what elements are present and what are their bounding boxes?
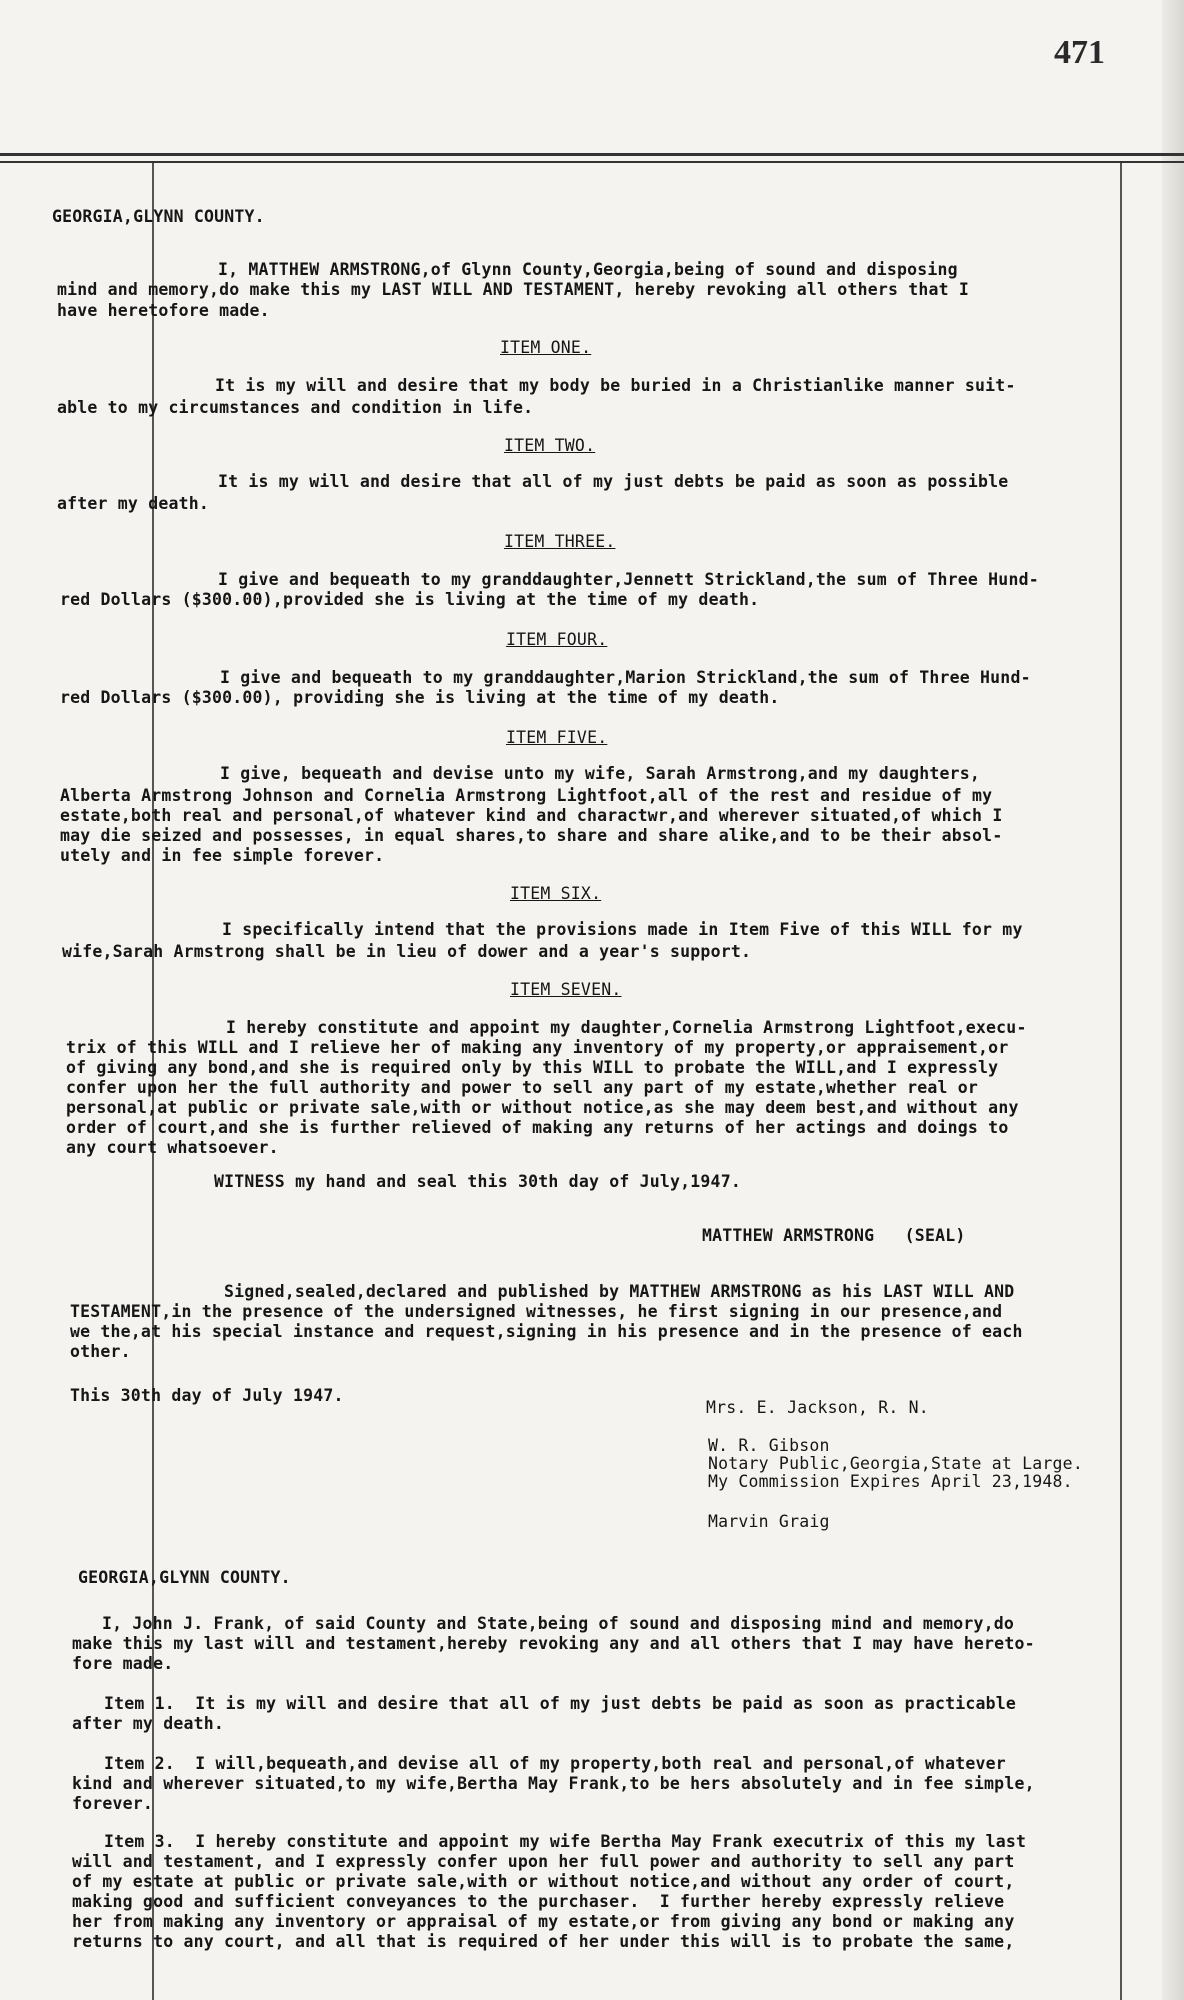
- will1-item7-line: I hereby constitute and appoint my daughter,Cornelia Armstrong Lightfoot,execu-: [226, 1018, 1027, 1037]
- will1-item7-line: order of court,and she is further relieved of making any returns of her actings and doings to: [66, 1118, 1009, 1137]
- top-rule: [0, 153, 1184, 156]
- will1-item1-line: It is my will and desire that my body be buried in a Christianlike manner suit-: [215, 376, 1016, 395]
- will1-item5-line: may die seized and possesses, in equal shares,to share and share alike,and to be their absol-: [60, 826, 1003, 845]
- will2-item1-line: Item 1. It is my will and desire that all of my just debts be paid as soon as practicable: [104, 1694, 1017, 1713]
- will1-item5-line: estate,both real and personal,of whatever kind and charactwr,and wherever situated,of which I: [60, 806, 1003, 825]
- will2-intro-line: I, John J. Frank, of said County and State,being of sound and disposing mind and memory,do: [102, 1614, 1015, 1633]
- will2-intro-line: make this my last will and testament,hereby revoking any and all others that I may have hereto-: [72, 1634, 1035, 1653]
- will1-item5-heading: ITEM FIVE.: [506, 728, 608, 747]
- will1-item7-line: confer upon her the full authority and power to sell any part of my estate,whether real or: [66, 1078, 979, 1097]
- will2-intro-line: fore made.: [72, 1654, 174, 1673]
- will1-item4-line: red Dollars ($300.00), providing she is living at the time of my death.: [60, 688, 780, 707]
- will1-intro-line: mind and memory,do make this my LAST WILL AND TESTAMENT, hereby revoking all others that I: [57, 280, 970, 299]
- will1-item5-line: Alberta Armstrong Johnson and Cornelia Armstrong Lightfoot,all of the rest and residue of my: [60, 786, 993, 805]
- will1-witness-name: W. R. Gibson: [708, 1436, 830, 1455]
- will1-attestation-line: other.: [70, 1342, 131, 1361]
- will2-item3-line: making good and sufficient conveyances to the purchaser. I further hereby expressly relieve: [72, 1892, 1005, 1911]
- will1-attestation-line: Signed,sealed,declared and published by MATTHEW ARMSTRONG as his LAST WILL AND: [224, 1282, 1015, 1301]
- will1-item3-heading: ITEM THREE.: [504, 532, 616, 551]
- top-rule-inner: [0, 161, 1184, 163]
- will2-item2-line: Item 2. I will,bequeath,and devise all of my property,both real and personal,of whatever: [104, 1754, 1006, 1773]
- will2-header: GEORGIA,GLYNN COUNTY.: [78, 1568, 291, 1587]
- will1-item7-line: personal,at public or private sale,with or without notice,as she may deem best,and without any: [66, 1098, 1019, 1117]
- will1-item5-line: utely and in fee simple forever.: [60, 846, 385, 865]
- will1-item2-heading: ITEM TWO.: [504, 436, 596, 455]
- will1-item7-heading: ITEM SEVEN.: [510, 980, 622, 999]
- will1-item1-heading: ITEM ONE.: [500, 338, 592, 357]
- will1-witness-line: WITNESS my hand and seal this 30th day of July,1947.: [214, 1172, 741, 1191]
- will1-signature: MATTHEW ARMSTRONG (SEAL): [702, 1226, 966, 1245]
- will1-commission-line: My Commission Expires April 23,1948.: [708, 1472, 1073, 1491]
- will1-item7-line: trix of this WILL and I relieve her of making any inventory of my property,or appraisement,or: [66, 1038, 1009, 1057]
- will1-item6-line: wife,Sarah Armstrong shall be in lieu of dower and a year's support.: [62, 942, 752, 961]
- will1-item7-line: of giving any bond,and she is required only by this WILL to probate the WILL,and I expressly: [66, 1058, 999, 1077]
- will1-item2-line: It is my will and desire that all of my just debts be paid as soon as possible: [218, 472, 1009, 491]
- will1-intro-line: I, MATTHEW ARMSTRONG,of Glynn County,Georgia,being of sound and disposing: [218, 260, 958, 279]
- will1-witness-name: Mrs. E. Jackson, R. N.: [706, 1398, 929, 1417]
- page-edge: [1162, 0, 1184, 2000]
- will2-item2-line: kind and wherever situated,to my wife,Bertha May Frank,to be hers absolutely and in fee simple,: [72, 1774, 1035, 1793]
- will1-header: GEORGIA,GLYNN COUNTY.: [52, 207, 265, 226]
- will1-item6-line: I specifically intend that the provisions made in Item Five of this WILL for my: [222, 920, 1023, 939]
- will1-notary-line: Notary Public,Georgia,State at Large.: [708, 1454, 1083, 1473]
- will2-item3-line: her from making any inventory or appraisal of my estate,or from giving any bond or making any: [72, 1912, 1015, 1931]
- will1-date-line: This 30th day of July 1947.: [70, 1386, 344, 1405]
- will1-item5-line: I give, bequeath and devise unto my wife, Sarah Armstrong,and my daughters,: [220, 764, 981, 783]
- page-number: 471: [1054, 34, 1105, 71]
- will2-item2-line: forever.: [72, 1794, 154, 1813]
- will1-item3-line: I give and bequeath to my granddaughter,Jennett Strickland,the sum of Three Hund-: [218, 570, 1039, 589]
- right-margin-line: [1120, 163, 1122, 2000]
- will1-attestation-line: we the,at his special instance and request,signing in his presence and in the presence of each: [70, 1322, 1023, 1341]
- will1-item1-line: able to my circumstances and condition in life.: [57, 398, 534, 417]
- will2-item3-line: Item 3. I hereby constitute and appoint my wife Bertha May Frank executrix of this my last: [104, 1832, 1027, 1851]
- will1-item6-heading: ITEM SIX.: [510, 884, 602, 903]
- will2-item3-line: of my estate at public or private sale,with or without notice,and without any order of court,: [72, 1872, 1015, 1891]
- will2-item3-line: returns to any court, and all that is required of her under this will is to probate the same,: [72, 1932, 1015, 1951]
- will1-item4-heading: ITEM FOUR.: [506, 630, 608, 649]
- will1-witness-name: Marvin Graig: [708, 1512, 830, 1531]
- will1-intro-line: have heretofore made.: [57, 301, 270, 320]
- will1-attestation-line: TESTAMENT,in the presence of the undersigned witnesses, he first signing in our presence,and: [70, 1302, 1003, 1321]
- will1-item2-line: after my death.: [57, 494, 210, 513]
- will1-item4-line: I give and bequeath to my granddaughter,Marion Strickland,the sum of Three Hund-: [220, 668, 1031, 687]
- will2-item1-line: after my death.: [72, 1714, 225, 1733]
- will1-item3-line: red Dollars ($300.00),provided she is living at the time of my death.: [60, 590, 760, 609]
- will1-item7-line: any court whatsoever.: [66, 1138, 279, 1157]
- will2-item3-line: will and testament, and I expressly confer upon her full power and authority to sell any part: [72, 1852, 1015, 1871]
